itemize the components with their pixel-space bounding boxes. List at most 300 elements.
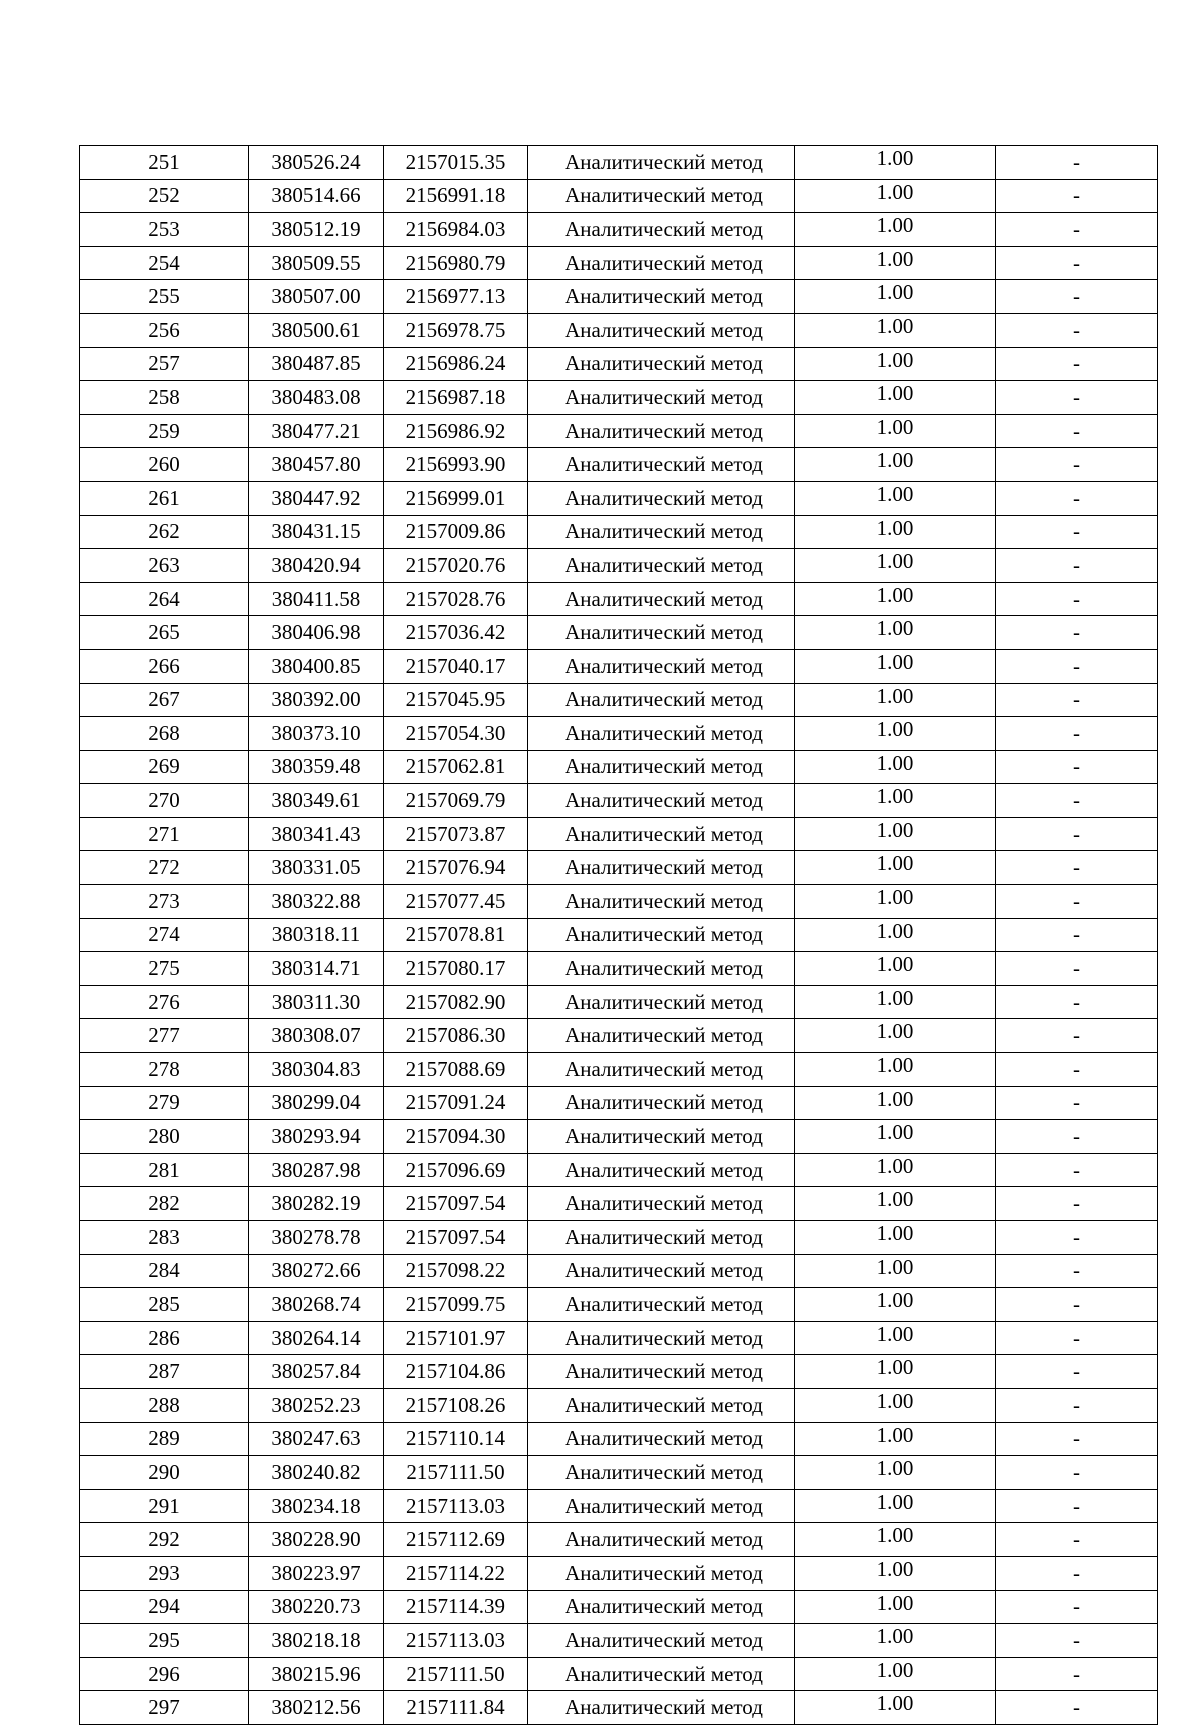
method-cell: Аналитический метод xyxy=(528,1691,795,1725)
x-coordinate-cell: 380223.97 xyxy=(249,1556,384,1590)
accuracy-cell: 1.00 xyxy=(795,649,996,683)
method-cell: Аналитический метод xyxy=(528,649,795,683)
method-cell: Аналитический метод xyxy=(528,1657,795,1691)
x-coordinate-cell: 380308.07 xyxy=(249,1019,384,1053)
table-row xyxy=(80,1221,1158,1255)
y-coordinate-cell: 2157113.03 xyxy=(384,1624,528,1658)
x-coordinate-cell: 380287.98 xyxy=(249,1153,384,1187)
description-cell: - xyxy=(996,1254,1158,1288)
point-number-cell: 253 xyxy=(80,213,249,247)
x-coordinate-cell: 380268.74 xyxy=(249,1288,384,1322)
x-coordinate-cell: 380282.19 xyxy=(249,1187,384,1221)
point-number-cell: 274 xyxy=(80,918,249,952)
method-cell: Аналитический метод xyxy=(528,347,795,381)
table-row xyxy=(80,582,1158,616)
method-cell: Аналитический метод xyxy=(528,952,795,986)
table-row xyxy=(80,179,1158,213)
table-row xyxy=(80,1321,1158,1355)
method-cell: Аналитический метод xyxy=(528,817,795,851)
method-cell: Аналитический метод xyxy=(528,985,795,1019)
description-cell: - xyxy=(996,1053,1158,1087)
x-coordinate-cell: 380218.18 xyxy=(249,1624,384,1658)
y-coordinate-cell: 2156986.24 xyxy=(384,347,528,381)
y-coordinate-cell: 2156978.75 xyxy=(384,313,528,347)
x-coordinate-cell: 380477.21 xyxy=(249,414,384,448)
table-row xyxy=(80,1657,1158,1691)
method-cell: Аналитический метод xyxy=(528,1321,795,1355)
point-number-cell: 275 xyxy=(80,952,249,986)
method-cell: Аналитический метод xyxy=(528,481,795,515)
table-row xyxy=(80,1590,1158,1624)
x-coordinate-cell: 380526.24 xyxy=(249,146,384,180)
table-row xyxy=(80,515,1158,549)
x-coordinate-cell: 380257.84 xyxy=(249,1355,384,1389)
table-row xyxy=(80,347,1158,381)
point-number-cell: 290 xyxy=(80,1456,249,1490)
x-coordinate-cell: 380349.61 xyxy=(249,784,384,818)
table-row xyxy=(80,885,1158,919)
point-number-cell: 265 xyxy=(80,616,249,650)
description-cell: - xyxy=(996,1321,1158,1355)
y-coordinate-cell: 2157098.22 xyxy=(384,1254,528,1288)
point-number-cell: 291 xyxy=(80,1489,249,1523)
y-coordinate-cell: 2157113.03 xyxy=(384,1489,528,1523)
accuracy-cell: 1.00 xyxy=(795,1355,996,1389)
accuracy-cell: 1.00 xyxy=(795,784,996,818)
y-coordinate-cell: 2157111.50 xyxy=(384,1657,528,1691)
point-number-cell: 283 xyxy=(80,1221,249,1255)
x-coordinate-cell: 380252.23 xyxy=(249,1388,384,1422)
accuracy-cell: 1.00 xyxy=(795,1120,996,1154)
method-cell: Аналитический метод xyxy=(528,381,795,415)
point-number-cell: 261 xyxy=(80,481,249,515)
accuracy-cell: 1.00 xyxy=(795,414,996,448)
y-coordinate-cell: 2156986.92 xyxy=(384,414,528,448)
y-coordinate-cell: 2157097.54 xyxy=(384,1221,528,1255)
description-cell: - xyxy=(996,414,1158,448)
description-cell: - xyxy=(996,1355,1158,1389)
point-number-cell: 285 xyxy=(80,1288,249,1322)
accuracy-cell: 1.00 xyxy=(795,179,996,213)
x-coordinate-cell: 380299.04 xyxy=(249,1086,384,1120)
y-coordinate-cell: 2157101.97 xyxy=(384,1321,528,1355)
table-row xyxy=(80,784,1158,818)
accuracy-cell: 1.00 xyxy=(795,1221,996,1255)
point-number-cell: 256 xyxy=(80,313,249,347)
table-row xyxy=(80,985,1158,1019)
description-cell: - xyxy=(996,1590,1158,1624)
method-cell: Аналитический метод xyxy=(528,918,795,952)
table-row xyxy=(80,1556,1158,1590)
accuracy-cell: 1.00 xyxy=(795,146,996,180)
accuracy-cell: 1.00 xyxy=(795,1086,996,1120)
accuracy-cell: 1.00 xyxy=(795,582,996,616)
x-coordinate-cell: 380240.82 xyxy=(249,1456,384,1490)
table-row xyxy=(80,1153,1158,1187)
table-row xyxy=(80,851,1158,885)
y-coordinate-cell: 2157112.69 xyxy=(384,1523,528,1557)
accuracy-cell: 1.00 xyxy=(795,683,996,717)
accuracy-cell: 1.00 xyxy=(795,1691,996,1725)
y-coordinate-cell: 2157009.86 xyxy=(384,515,528,549)
x-coordinate-cell: 380447.92 xyxy=(249,481,384,515)
description-cell: - xyxy=(996,1187,1158,1221)
description-cell: - xyxy=(996,750,1158,784)
description-cell: - xyxy=(996,1691,1158,1725)
method-cell: Аналитический метод xyxy=(528,146,795,180)
method-cell: Аналитический метод xyxy=(528,515,795,549)
x-coordinate-cell: 380373.10 xyxy=(249,717,384,751)
accuracy-cell: 1.00 xyxy=(795,213,996,247)
accuracy-cell: 1.00 xyxy=(795,515,996,549)
y-coordinate-cell: 2157082.90 xyxy=(384,985,528,1019)
y-coordinate-cell: 2157036.42 xyxy=(384,616,528,650)
y-coordinate-cell: 2156980.79 xyxy=(384,246,528,280)
description-cell: - xyxy=(996,1019,1158,1053)
description-cell: - xyxy=(996,1489,1158,1523)
description-cell: - xyxy=(996,1120,1158,1154)
y-coordinate-cell: 2157078.81 xyxy=(384,918,528,952)
method-cell: Аналитический метод xyxy=(528,1086,795,1120)
x-coordinate-cell: 380264.14 xyxy=(249,1321,384,1355)
x-coordinate-cell: 380420.94 xyxy=(249,549,384,583)
description-cell: - xyxy=(996,1086,1158,1120)
accuracy-cell: 1.00 xyxy=(795,347,996,381)
y-coordinate-cell: 2157111.50 xyxy=(384,1456,528,1490)
y-coordinate-cell: 2157091.24 xyxy=(384,1086,528,1120)
accuracy-cell: 1.00 xyxy=(795,1019,996,1053)
point-number-cell: 286 xyxy=(80,1321,249,1355)
x-coordinate-cell: 380431.15 xyxy=(249,515,384,549)
description-cell: - xyxy=(996,179,1158,213)
method-cell: Аналитический метод xyxy=(528,448,795,482)
table-row xyxy=(80,1456,1158,1490)
method-cell: Аналитический метод xyxy=(528,784,795,818)
y-coordinate-cell: 2157086.30 xyxy=(384,1019,528,1053)
accuracy-cell: 1.00 xyxy=(795,246,996,280)
accuracy-cell: 1.00 xyxy=(795,1523,996,1557)
table-row xyxy=(80,1053,1158,1087)
description-cell: - xyxy=(996,885,1158,919)
description-cell: - xyxy=(996,784,1158,818)
y-coordinate-cell: 2156993.90 xyxy=(384,448,528,482)
accuracy-cell: 1.00 xyxy=(795,1556,996,1590)
point-number-cell: 273 xyxy=(80,885,249,919)
point-number-cell: 297 xyxy=(80,1691,249,1725)
method-cell: Аналитический метод xyxy=(528,1120,795,1154)
x-coordinate-cell: 380318.11 xyxy=(249,918,384,952)
point-number-cell: 263 xyxy=(80,549,249,583)
accuracy-cell: 1.00 xyxy=(795,1456,996,1490)
method-cell: Аналитический метод xyxy=(528,1624,795,1658)
x-coordinate-cell: 380228.90 xyxy=(249,1523,384,1557)
description-cell: - xyxy=(996,1388,1158,1422)
x-coordinate-cell: 380483.08 xyxy=(249,381,384,415)
table-row xyxy=(80,246,1158,280)
table-row xyxy=(80,1691,1158,1725)
y-coordinate-cell: 2157015.35 xyxy=(384,146,528,180)
description-cell: - xyxy=(996,952,1158,986)
y-coordinate-cell: 2157108.26 xyxy=(384,1388,528,1422)
table-row xyxy=(80,1019,1158,1053)
description-cell: - xyxy=(996,213,1158,247)
point-number-cell: 294 xyxy=(80,1590,249,1624)
point-number-cell: 266 xyxy=(80,649,249,683)
y-coordinate-cell: 2157104.86 xyxy=(384,1355,528,1389)
accuracy-cell: 1.00 xyxy=(795,851,996,885)
point-number-cell: 276 xyxy=(80,985,249,1019)
x-coordinate-cell: 380457.80 xyxy=(249,448,384,482)
table-row xyxy=(80,213,1158,247)
table-row xyxy=(80,481,1158,515)
point-number-cell: 270 xyxy=(80,784,249,818)
accuracy-cell: 1.00 xyxy=(795,1153,996,1187)
method-cell: Аналитический метод xyxy=(528,1556,795,1590)
accuracy-cell: 1.00 xyxy=(795,616,996,650)
description-cell: - xyxy=(996,1288,1158,1322)
table-row xyxy=(80,448,1158,482)
description-cell: - xyxy=(996,1221,1158,1255)
method-cell: Аналитический метод xyxy=(528,616,795,650)
y-coordinate-cell: 2157054.30 xyxy=(384,717,528,751)
y-coordinate-cell: 2157110.14 xyxy=(384,1422,528,1456)
point-number-cell: 280 xyxy=(80,1120,249,1154)
table-row xyxy=(80,1086,1158,1120)
x-coordinate-cell: 380331.05 xyxy=(249,851,384,885)
y-coordinate-cell: 2157096.69 xyxy=(384,1153,528,1187)
point-number-cell: 255 xyxy=(80,280,249,314)
y-coordinate-cell: 2157040.17 xyxy=(384,649,528,683)
description-cell: - xyxy=(996,1456,1158,1490)
y-coordinate-cell: 2156977.13 xyxy=(384,280,528,314)
point-number-cell: 278 xyxy=(80,1053,249,1087)
accuracy-cell: 1.00 xyxy=(795,1422,996,1456)
description-cell: - xyxy=(996,1556,1158,1590)
x-coordinate-cell: 380247.63 xyxy=(249,1422,384,1456)
table-row xyxy=(80,717,1158,751)
description-cell: - xyxy=(996,448,1158,482)
method-cell: Аналитический метод xyxy=(528,1053,795,1087)
point-number-cell: 269 xyxy=(80,750,249,784)
y-coordinate-cell: 2157094.30 xyxy=(384,1120,528,1154)
x-coordinate-cell: 380314.71 xyxy=(249,952,384,986)
x-coordinate-cell: 380406.98 xyxy=(249,616,384,650)
y-coordinate-cell: 2157077.45 xyxy=(384,885,528,919)
x-coordinate-cell: 380278.78 xyxy=(249,1221,384,1255)
point-number-cell: 251 xyxy=(80,146,249,180)
y-coordinate-cell: 2156999.01 xyxy=(384,481,528,515)
accuracy-cell: 1.00 xyxy=(795,985,996,1019)
table-row xyxy=(80,313,1158,347)
method-cell: Аналитический метод xyxy=(528,1187,795,1221)
y-coordinate-cell: 2157088.69 xyxy=(384,1053,528,1087)
description-cell: - xyxy=(996,1624,1158,1658)
point-number-cell: 259 xyxy=(80,414,249,448)
x-coordinate-cell: 380509.55 xyxy=(249,246,384,280)
description-cell: - xyxy=(996,280,1158,314)
x-coordinate-cell: 380359.48 xyxy=(249,750,384,784)
y-coordinate-cell: 2157076.94 xyxy=(384,851,528,885)
point-number-cell: 279 xyxy=(80,1086,249,1120)
method-cell: Аналитический метод xyxy=(528,1019,795,1053)
accuracy-cell: 1.00 xyxy=(795,750,996,784)
table-row xyxy=(80,750,1158,784)
x-coordinate-cell: 380512.19 xyxy=(249,213,384,247)
description-cell: - xyxy=(996,649,1158,683)
x-coordinate-cell: 380272.66 xyxy=(249,1254,384,1288)
accuracy-cell: 1.00 xyxy=(795,885,996,919)
description-cell: - xyxy=(996,1422,1158,1456)
table-row xyxy=(80,952,1158,986)
point-number-cell: 252 xyxy=(80,179,249,213)
description-cell: - xyxy=(996,616,1158,650)
y-coordinate-cell: 2157099.75 xyxy=(384,1288,528,1322)
x-coordinate-cell: 380215.96 xyxy=(249,1657,384,1691)
accuracy-cell: 1.00 xyxy=(795,1288,996,1322)
table-row xyxy=(80,1523,1158,1557)
method-cell: Аналитический метод xyxy=(528,1489,795,1523)
accuracy-cell: 1.00 xyxy=(795,1624,996,1658)
table-row xyxy=(80,1120,1158,1154)
point-number-cell: 292 xyxy=(80,1523,249,1557)
table-row xyxy=(80,1422,1158,1456)
point-number-cell: 287 xyxy=(80,1355,249,1389)
method-cell: Аналитический метод xyxy=(528,1523,795,1557)
method-cell: Аналитический метод xyxy=(528,1153,795,1187)
table-row xyxy=(80,1388,1158,1422)
y-coordinate-cell: 2157114.39 xyxy=(384,1590,528,1624)
x-coordinate-cell: 380341.43 xyxy=(249,817,384,851)
coordinates-table-body xyxy=(80,146,1158,1725)
accuracy-cell: 1.00 xyxy=(795,313,996,347)
description-cell: - xyxy=(996,381,1158,415)
method-cell: Аналитический метод xyxy=(528,179,795,213)
method-cell: Аналитический метод xyxy=(528,280,795,314)
description-cell: - xyxy=(996,817,1158,851)
y-coordinate-cell: 2157114.22 xyxy=(384,1556,528,1590)
description-cell: - xyxy=(996,246,1158,280)
description-cell: - xyxy=(996,347,1158,381)
x-coordinate-cell: 380304.83 xyxy=(249,1053,384,1087)
point-number-cell: 268 xyxy=(80,717,249,751)
table-row xyxy=(80,817,1158,851)
accuracy-cell: 1.00 xyxy=(795,549,996,583)
point-number-cell: 288 xyxy=(80,1388,249,1422)
point-number-cell: 254 xyxy=(80,246,249,280)
point-number-cell: 267 xyxy=(80,683,249,717)
accuracy-cell: 1.00 xyxy=(795,1254,996,1288)
accuracy-cell: 1.00 xyxy=(795,280,996,314)
point-number-cell: 257 xyxy=(80,347,249,381)
accuracy-cell: 1.00 xyxy=(795,481,996,515)
point-number-cell: 296 xyxy=(80,1657,249,1691)
table-row xyxy=(80,1355,1158,1389)
method-cell: Аналитический метод xyxy=(528,1456,795,1490)
accuracy-cell: 1.00 xyxy=(795,448,996,482)
description-cell: - xyxy=(996,1523,1158,1557)
accuracy-cell: 1.00 xyxy=(795,918,996,952)
table-row xyxy=(80,616,1158,650)
y-coordinate-cell: 2156984.03 xyxy=(384,213,528,247)
method-cell: Аналитический метод xyxy=(528,246,795,280)
table-row xyxy=(80,1254,1158,1288)
point-number-cell: 277 xyxy=(80,1019,249,1053)
description-cell: - xyxy=(996,549,1158,583)
point-number-cell: 262 xyxy=(80,515,249,549)
table-row xyxy=(80,1288,1158,1322)
description-cell: - xyxy=(996,146,1158,180)
point-number-cell: 284 xyxy=(80,1254,249,1288)
x-coordinate-cell: 380220.73 xyxy=(249,1590,384,1624)
x-coordinate-cell: 380514.66 xyxy=(249,179,384,213)
table-row xyxy=(80,280,1158,314)
description-cell: - xyxy=(996,985,1158,1019)
method-cell: Аналитический метод xyxy=(528,1422,795,1456)
description-cell: - xyxy=(996,717,1158,751)
method-cell: Аналитический метод xyxy=(528,683,795,717)
method-cell: Аналитический метод xyxy=(528,213,795,247)
description-cell: - xyxy=(996,918,1158,952)
method-cell: Аналитический метод xyxy=(528,549,795,583)
table-row xyxy=(80,683,1158,717)
accuracy-cell: 1.00 xyxy=(795,717,996,751)
y-coordinate-cell: 2156987.18 xyxy=(384,381,528,415)
description-cell: - xyxy=(996,481,1158,515)
x-coordinate-cell: 380400.85 xyxy=(249,649,384,683)
y-coordinate-cell: 2157097.54 xyxy=(384,1187,528,1221)
y-coordinate-cell: 2157045.95 xyxy=(384,683,528,717)
method-cell: Аналитический метод xyxy=(528,851,795,885)
table-row xyxy=(80,649,1158,683)
y-coordinate-cell: 2157080.17 xyxy=(384,952,528,986)
table-row xyxy=(80,918,1158,952)
y-coordinate-cell: 2157062.81 xyxy=(384,750,528,784)
method-cell: Аналитический метод xyxy=(528,414,795,448)
x-coordinate-cell: 380234.18 xyxy=(249,1489,384,1523)
description-cell: - xyxy=(996,515,1158,549)
method-cell: Аналитический метод xyxy=(528,750,795,784)
accuracy-cell: 1.00 xyxy=(795,952,996,986)
point-number-cell: 293 xyxy=(80,1556,249,1590)
description-cell: - xyxy=(996,1153,1158,1187)
table-row xyxy=(80,1489,1158,1523)
x-coordinate-cell: 380293.94 xyxy=(249,1120,384,1154)
method-cell: Аналитический метод xyxy=(528,1288,795,1322)
point-number-cell: 258 xyxy=(80,381,249,415)
y-coordinate-cell: 2157069.79 xyxy=(384,784,528,818)
method-cell: Аналитический метод xyxy=(528,1590,795,1624)
accuracy-cell: 1.00 xyxy=(795,1590,996,1624)
x-coordinate-cell: 380322.88 xyxy=(249,885,384,919)
point-number-cell: 281 xyxy=(80,1153,249,1187)
description-cell: - xyxy=(996,1657,1158,1691)
description-cell: - xyxy=(996,582,1158,616)
x-coordinate-cell: 380411.58 xyxy=(249,582,384,616)
description-cell: - xyxy=(996,313,1158,347)
y-coordinate-cell: 2157028.76 xyxy=(384,582,528,616)
accuracy-cell: 1.00 xyxy=(795,1321,996,1355)
point-number-cell: 282 xyxy=(80,1187,249,1221)
point-number-cell: 272 xyxy=(80,851,249,885)
accuracy-cell: 1.00 xyxy=(795,817,996,851)
y-coordinate-cell: 2157111.84 xyxy=(384,1691,528,1725)
x-coordinate-cell: 380392.00 xyxy=(249,683,384,717)
y-coordinate-cell: 2157073.87 xyxy=(384,817,528,851)
x-coordinate-cell: 380212.56 xyxy=(249,1691,384,1725)
method-cell: Аналитический метод xyxy=(528,1254,795,1288)
table-row xyxy=(80,381,1158,415)
accuracy-cell: 1.00 xyxy=(795,1187,996,1221)
